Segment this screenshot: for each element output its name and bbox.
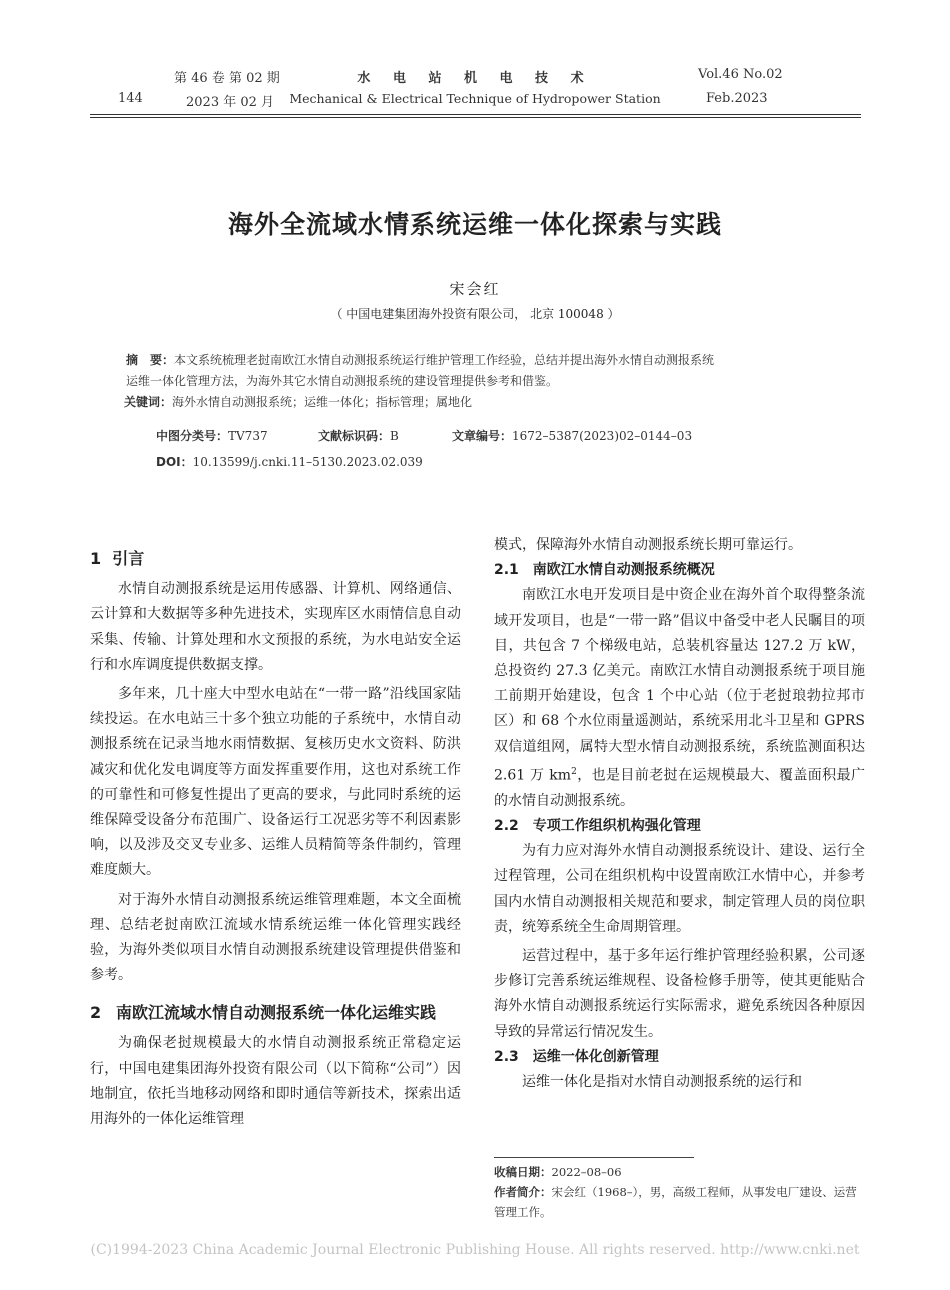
footnote bbox=[494, 1162, 866, 1222]
section-2-2-heading: 2.2 专项工作组织机构强化管理 bbox=[494, 817, 701, 834]
volume-issue-en: Vol.46 No.02 bbox=[698, 67, 783, 82]
right-column bbox=[494, 533, 865, 1095]
bio-label: 作者简介： bbox=[494, 1185, 552, 1199]
author-name: 宋会红 bbox=[449, 280, 501, 298]
clc-number: 中图分类号：TV737 bbox=[156, 429, 268, 443]
paragraph: 运维一体化是指对水情自动测报系统的运行和 bbox=[522, 1073, 802, 1090]
paragraph: 为确保老挝规模最大的水情自动测报系统正常稳定运行，中国电建集团海外投资有限公司（以下简称“公司”）因地制宜，依托当地移动网络和即时通信等新技术，探索出适用海外的一体化运维管理 bbox=[90, 1035, 461, 1128]
section-2-heading: 2 南欧江流域水情自动测报系统一体化运维实践 bbox=[90, 1003, 437, 1023]
section-1-heading: 1 引言 bbox=[90, 549, 145, 568]
paragraph: 为有力应对海外水情自动测报系统设计、建设、运行全过程管理，公司在组织机构中设置南欧江水情中心，并参考国内水情自动测报相关规范和要求，制定管理人员的岗位职责，统筹系统全生命周期管理。 bbox=[494, 843, 865, 935]
paragraph: 多年来，几十座大中型水电站在“一带一路”沿线国家陆续投运。在水电站三十多个独立功能的子系统中，水情自动测报系统在记录当地水雨情数据、复核历史水文资料、防洪减灾和优化发电调度等方面发挥重要作用，这也对系统工作的可靠性和可修复性提出了更高的要求，与此同时系统的运维保障受设备分布范围广、设备运行工况恶劣等不利因素影响，以及涉及交叉专业多、运维人员精简等条件制约，管理难度颇大。 bbox=[90, 686, 461, 879]
journal-title-cn: 水 电 站 机 电 技 术 bbox=[357, 71, 593, 86]
document-code: 文献标识码：B bbox=[318, 429, 399, 443]
received-label: 收稿日期： bbox=[494, 1165, 552, 1179]
copyright-watermark: (C)1994-2023 China Academic Journal Electronic Publishing House. All rights reserved. http://www.cnki.net bbox=[90, 1242, 860, 1258]
page-number: 144 bbox=[118, 91, 143, 106]
paragraph-continued: 模式，保障海外水情自动测报系统长期可靠运行。 bbox=[494, 537, 802, 553]
paragraph: 运营过程中，基于多年运行维护管理经验积累，公司逐步修订完善系统运维规程、设备检修手册等，使其更能贴合海外水情自动测报系统运行实际需求，避免系统因各种原因导致的异常运行情况发生。 bbox=[494, 947, 865, 1040]
author-bio: 宋会红（1968–），男，高级工程师，从事发电厂建设、运营管理工作。 bbox=[494, 1185, 857, 1219]
volume-issue: 第 46 卷 第 02 期 bbox=[174, 71, 280, 86]
header-rule-thin bbox=[90, 117, 861, 118]
article-number: 文章编号：1672–5387(2023)02–0144–03 bbox=[452, 429, 693, 443]
abstract-label: 摘 要： bbox=[126, 353, 175, 367]
affiliation: （ 中国电建集团海外投资有限公司， 北京 100048 ） bbox=[330, 307, 620, 321]
header-rule bbox=[90, 114, 861, 115]
abstract-line-2: 运维一体化管理方法，为海外其它水情自动测报系统的建设管理提供参考和借鉴。 bbox=[126, 374, 559, 388]
keywords-text: 海外水情自动测报系统；运维一体化；指标管理；属地化 bbox=[172, 395, 473, 409]
abstract-line-1: 本文系统梳理老挝南欧江水情自动测报系统运行维护管理工作经验，总结并提出海外水情自动测报系统 bbox=[174, 353, 715, 367]
doi: DOI：10.13599/j.cnki.11–5130.2023.02.039 bbox=[156, 455, 423, 469]
section-2-3-heading: 2.3 运维一体化创新管理 bbox=[494, 1048, 659, 1065]
footnote-rule bbox=[494, 1157, 694, 1158]
paragraph: 对于海外水情自动测报系统运维管理难题，本文全面梳理、总结老挝南欧江流域水情系统运维一体化管理实践经验，为海外类似项目水情自动测报系统建设管理提供借鉴和参考。 bbox=[90, 891, 461, 984]
issue-date: 2023 年 02 月 bbox=[186, 95, 275, 110]
paragraph: 南欧江水电开发项目是中资企业在海外首个取得整条流域开发项目，也是“一带一路”倡议中备受中老人民瞩目的项目，共包含 7 个梯级电站，总装机容量达 127.2 万 kW，总投资约 27.3 亿美元。南欧江水情自动测报系统于项目施工前期开始建设，包含 1 个中心站（位于老挝琅勃拉邦市区）和 68 个水位雨量遥测站，系统采用北斗卫星和 GPRS 双信道组网，属特大型水情自动测报系统，系统监测面积达 2.61 万 $km^2$，也是目前老挝在运规模最大、覆盖面积最广的水情自动测报系统。 bbox=[494, 587, 865, 809]
keywords-label: 关键词： bbox=[124, 395, 173, 409]
issue-date-en: Feb.2023 bbox=[706, 91, 768, 106]
abstract bbox=[126, 350, 826, 413]
paragraph: 水情自动测报系统是运用传感器、计算机、网络通信、云计算和大数据等多种先进技术，实现库区水雨情信息自动采集、传输、计算处理和水文预报的系统，为水电站安全运行和水库调度提供数据支撑。 bbox=[90, 581, 461, 673]
section-2-1-heading: 2.1 南欧江水情自动测报系统概况 bbox=[494, 562, 715, 579]
paper-title: 海外全流域水情系统运维一体化探索与实践 bbox=[227, 210, 722, 239]
received-date: 2022–08–06 bbox=[551, 1165, 622, 1179]
journal-title-en: Mechanical & Electrical Technique of Hydropower Station bbox=[289, 91, 661, 106]
left-column bbox=[90, 546, 461, 1132]
